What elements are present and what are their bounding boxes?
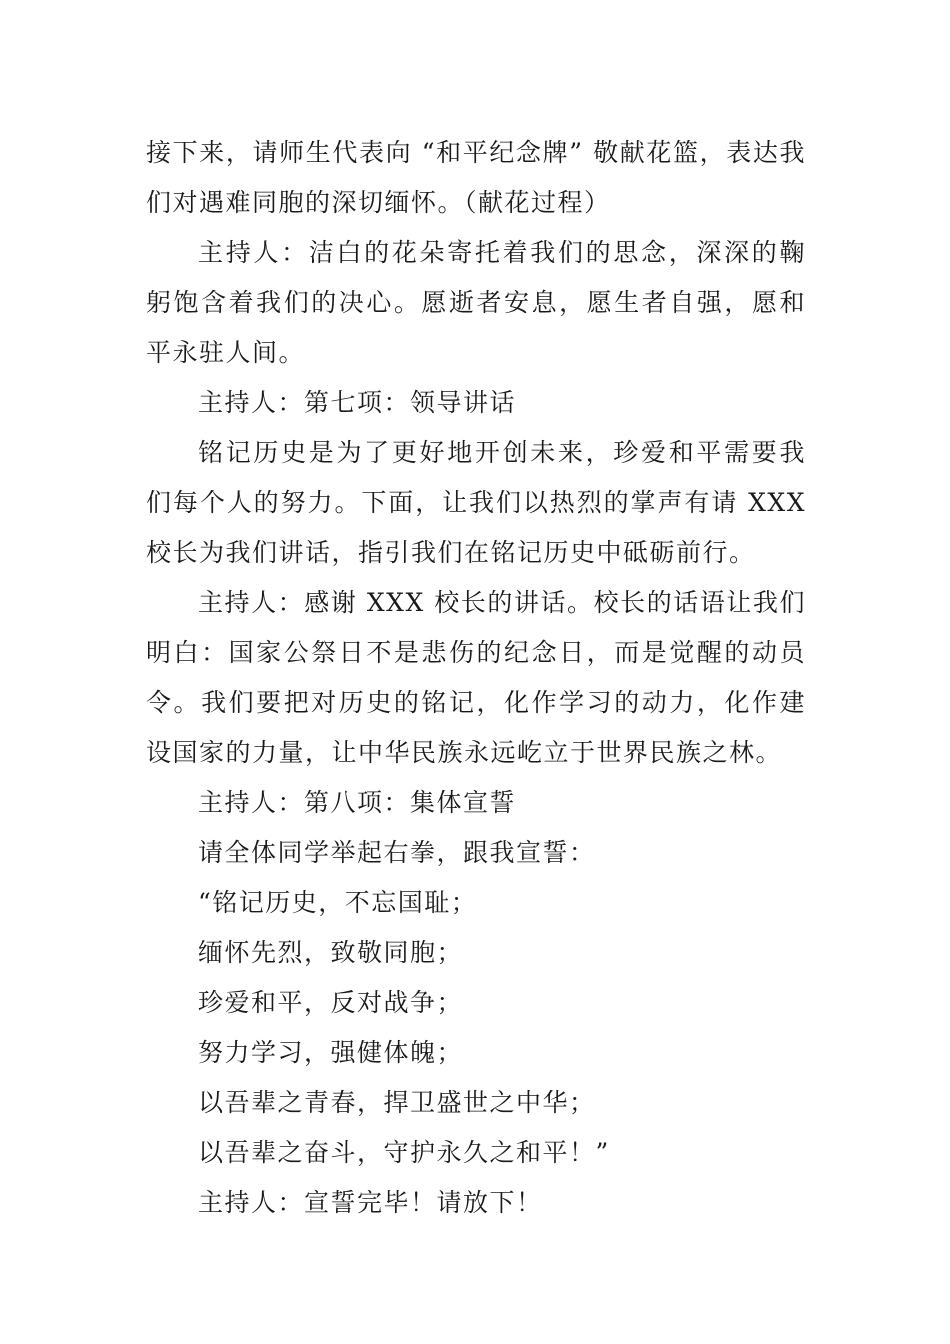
paragraph-host-thanks: 主持人：感谢 XXX 校长的讲话。校长的话语让我们明白：国家公祭日不是悲伤的纪念日，而是觉醒的动员令。我们要把对历史的铭记，化作学习的动力，化作建设国家的力量，让中华民族永远屹立于世界民族之林。	[146, 588, 806, 767]
oath-line: 珍爱和平，反对战争；	[198, 988, 464, 1017]
oath-line: “铭记历史，不忘国耻；	[198, 888, 478, 917]
paragraph-item-seven: 主持人：第七项：领导讲话	[198, 388, 517, 417]
paragraph-offering-flowers: 接下来，请师生代表向 “和平纪念牌” 敬献花篮，表达我们对遇难同胞的深切缅怀。（献花过程）	[146, 138, 806, 217]
paragraph-closing: 主持人：宣誓完毕！请放下！	[198, 1188, 543, 1217]
document-body	[146, 128, 806, 1228]
paragraph-item-eight: 主持人：第八项：集体宣誓	[198, 788, 517, 817]
paragraph-host-flowers: 主持人：洁白的花朵寄托着我们的思念，深深的鞠躬饱含着我们的决心。愿逝者安息，愿生者自强，愿和平永驻人间。	[146, 238, 806, 367]
oath-line: 努力学习，强健体魄；	[198, 1038, 464, 1067]
oath-line: 以吾辈之青春，捍卫盛世之中华；	[198, 1088, 596, 1117]
oath-line: 缅怀先烈，致敬同胞；	[198, 938, 464, 967]
paragraph-oath-instruction: 请全体同学举起右拳，跟我宣誓：	[198, 838, 596, 867]
paragraph-leader-intro: 铭记历史是为了更好地开创未来，珍爱和平需要我们每个人的努力。下面，让我们以热烈的掌声有请 XXX 校长为我们讲话，指引我们在铭记历史中砥砺前行。	[146, 438, 806, 567]
oath-line: 以吾辈之奋斗，守护永久之和平！”	[198, 1138, 610, 1167]
